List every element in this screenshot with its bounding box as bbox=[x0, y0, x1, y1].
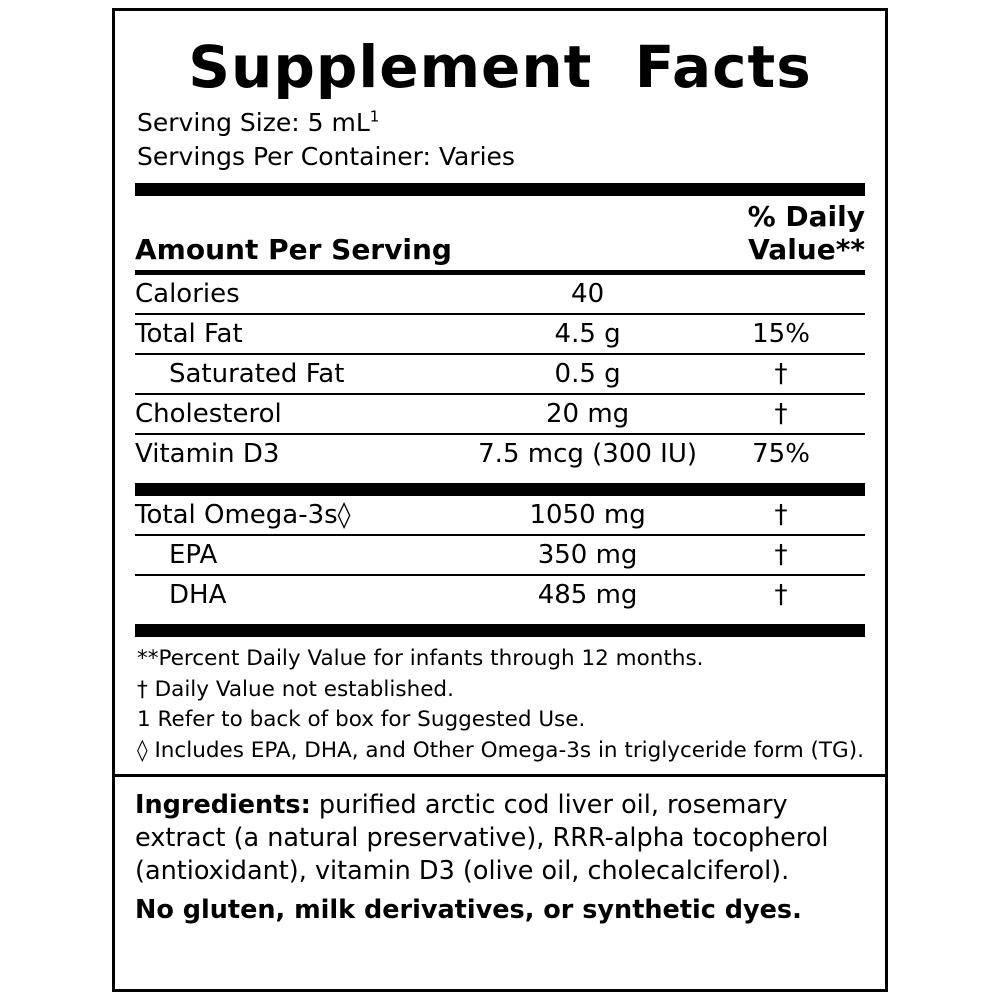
nutrition-table bbox=[135, 196, 865, 270]
serving-size bbox=[137, 106, 865, 140]
row-label: Saturated Fat bbox=[135, 354, 478, 394]
row-label: Calories bbox=[135, 275, 478, 314]
nutrition-rows bbox=[135, 275, 865, 473]
row-daily-value: † bbox=[774, 580, 788, 611]
table-row bbox=[135, 575, 865, 614]
page-title: Supplement Facts bbox=[188, 33, 812, 101]
supplement-facts-panel bbox=[112, 8, 888, 992]
table-row bbox=[135, 314, 865, 354]
table-row bbox=[135, 535, 865, 575]
row-daily-value: † bbox=[697, 496, 865, 535]
footnote-lozenge: ◊ Includes EPA, DHA, and Other Omega-3s in triglyceride form (TG). bbox=[137, 737, 864, 763]
footnote-one: 1 Refer to back of box for Suggested Use. bbox=[137, 707, 586, 733]
table-row bbox=[135, 394, 865, 434]
omega-rows bbox=[135, 496, 865, 614]
row-label: Cholesterol bbox=[135, 394, 478, 434]
header-daily-value: % Daily Value** bbox=[747, 200, 865, 267]
divider-thick-top bbox=[135, 183, 865, 196]
row-amount: 20 mg bbox=[478, 394, 697, 434]
row-label: Total Fat bbox=[135, 314, 478, 354]
footnote-daily-value-percent: **Percent Daily Value for infants through 12 months. bbox=[137, 646, 704, 672]
serving-size-footnote-marker: 1 bbox=[369, 107, 380, 126]
row-daily-value: † bbox=[697, 535, 865, 575]
divider-thick-middle bbox=[135, 483, 865, 496]
ingredients-text: purified arctic cod liver oil, rosemary extract (a natural preservative), RRR-alpha tocopherol (antioxidant), vitamin D3 (olive oil, cholecalciferol). bbox=[135, 790, 829, 886]
row-daily-value: † bbox=[697, 394, 865, 434]
footnote-dagger: † Daily Value not established. bbox=[137, 676, 454, 702]
table-row bbox=[135, 496, 865, 535]
row-amount: 40 bbox=[478, 275, 697, 314]
row-label: Vitamin D3 bbox=[135, 439, 280, 470]
divider-thick-bottom bbox=[135, 624, 865, 637]
header-amount-per-serving: Amount Per Serving bbox=[135, 233, 452, 267]
row-amount: 1050 mg bbox=[478, 496, 697, 535]
row-amount: 0.5 g bbox=[478, 354, 697, 394]
serving-size-text: Serving Size: 5 mL bbox=[137, 107, 370, 137]
row-daily-value: 75% bbox=[752, 439, 810, 470]
ingredients-label: Ingredients: bbox=[135, 790, 311, 821]
row-daily-value bbox=[697, 275, 865, 314]
table-row bbox=[135, 354, 865, 394]
row-amount: 4.5 g bbox=[478, 314, 697, 354]
ingredients-paragraph bbox=[135, 789, 865, 887]
row-amount: 7.5 mcg (300 IU) bbox=[478, 439, 698, 470]
table-row bbox=[135, 275, 865, 314]
row-amount: 350 mg bbox=[478, 535, 697, 575]
ingredients-section bbox=[115, 774, 885, 927]
row-daily-value: † bbox=[697, 354, 865, 394]
allergen-statement: No gluten, milk derivatives, or synthetic dyes. bbox=[135, 895, 802, 926]
row-label: DHA bbox=[169, 580, 227, 611]
row-label: EPA bbox=[135, 535, 478, 575]
servings-per-container: Servings Per Container: Varies bbox=[137, 141, 515, 171]
row-amount: 485 mg bbox=[537, 580, 638, 611]
footnotes bbox=[137, 644, 865, 766]
row-daily-value: 15% bbox=[697, 314, 865, 354]
row-label: Total Omega-3s◊ bbox=[135, 496, 478, 535]
table-row bbox=[135, 434, 865, 473]
table-header-row bbox=[135, 196, 865, 270]
header-spacer bbox=[478, 196, 697, 270]
